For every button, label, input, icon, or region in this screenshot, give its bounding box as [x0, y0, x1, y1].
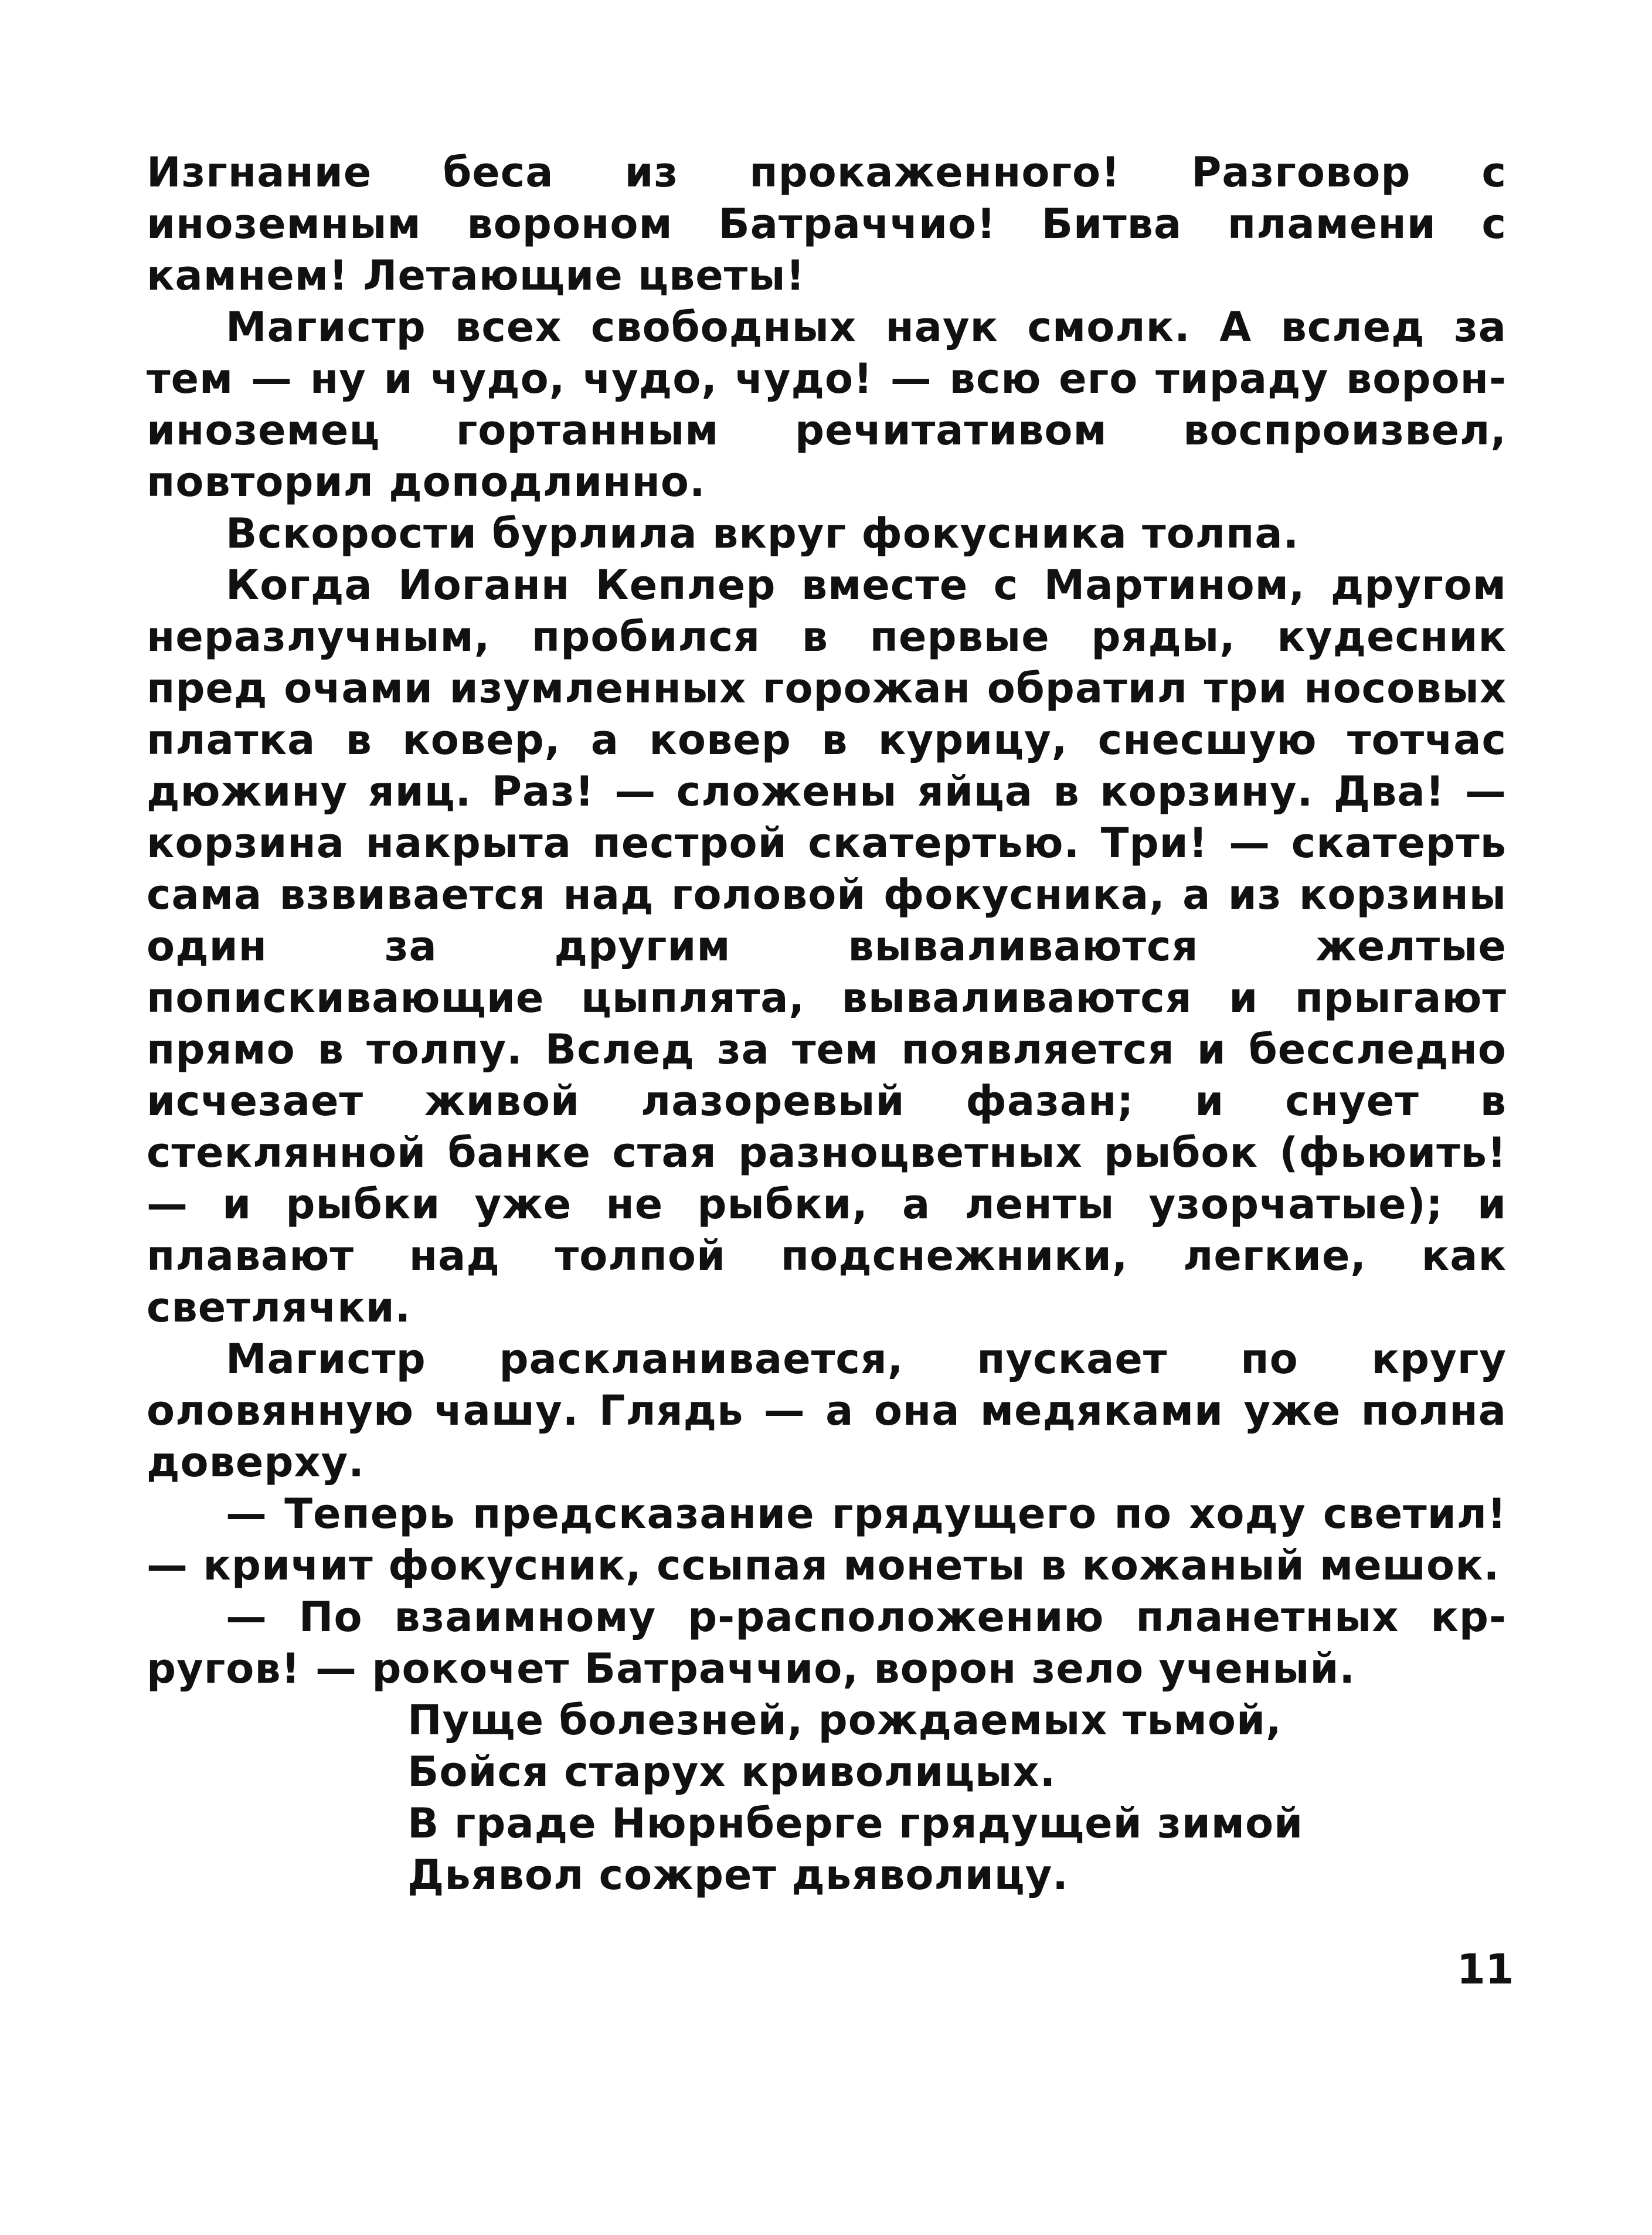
poem-line: В граде Нюрнберге грядущей зимой [407, 1799, 1304, 1847]
poem-stanza [407, 1694, 1404, 1901]
prose-text [147, 147, 1507, 1694]
paragraph-6: — Теперь предсказание грядущего по ходу светил! — кричит фокусник, ссыпая монеты в кожаный мешок. [147, 1490, 1507, 1589]
paragraph-4: Когда Иоганн Кеплер вместе с Мартином, другом неразлучным, пробился в первые ряды, кудесник пред очами изумленных горожан обратил три носовых платка в ковер, а ковер в курицу, снесшую тотчас дюжину яиц. Раз! — сложены яйца в корзину. Два! — корзина накрыта пестрой скатертью. Три! — скатерть сама взвивается над головой фокусника, а из корзины один за другим вываливаются желтые попискивающие цыплята, вываливаются и прыгают прямо в толпу. Вслед за тем появляется и бесследно исчезает живой лазоревый фазан; и снует в стеклянной банке стая разноцветных рыбок (фьюить! — и рыбки уже не рыбки, а ленты узорчатые); и плавают над толпой подснежники, легкие, как светлячки. [147, 561, 1507, 1332]
poem-line: Дьявол сожрет дьяволицу. [407, 1851, 1069, 1899]
paragraph-2: Магистр всех свободных наук смолк. А вслед за тем — ну и чудо, чудо, чудо! — всю его тираду ворон-иноземец гортанным речитативом воспроизвел, повторил доподлинно. [147, 303, 1507, 506]
poem-line: Пуще болезней, рождаемых тьмой, [407, 1696, 1282, 1744]
poem-line: Бойся старух криволицых. [407, 1748, 1056, 1796]
paragraph-7: — По взаимному р-расположению планетных кр-ругов! — рокочет Батраччио, ворон зело ученый. [147, 1593, 1507, 1693]
paragraph-5: Магистр раскланивается, пускает по кругу оловянную чашу. Глядь — а она медяками уже полна доверху. [147, 1335, 1507, 1486]
page-number: 11 [1457, 1945, 1514, 1993]
paragraph-1: Изгнание беса из прокаженного! Разговор с иноземным вороном Батраччио! Битва пламени с камнем! Летающие цветы! [147, 148, 1507, 300]
paragraph-3: Вскорости бурлила вкруг фокусника толпа. [226, 510, 1300, 558]
